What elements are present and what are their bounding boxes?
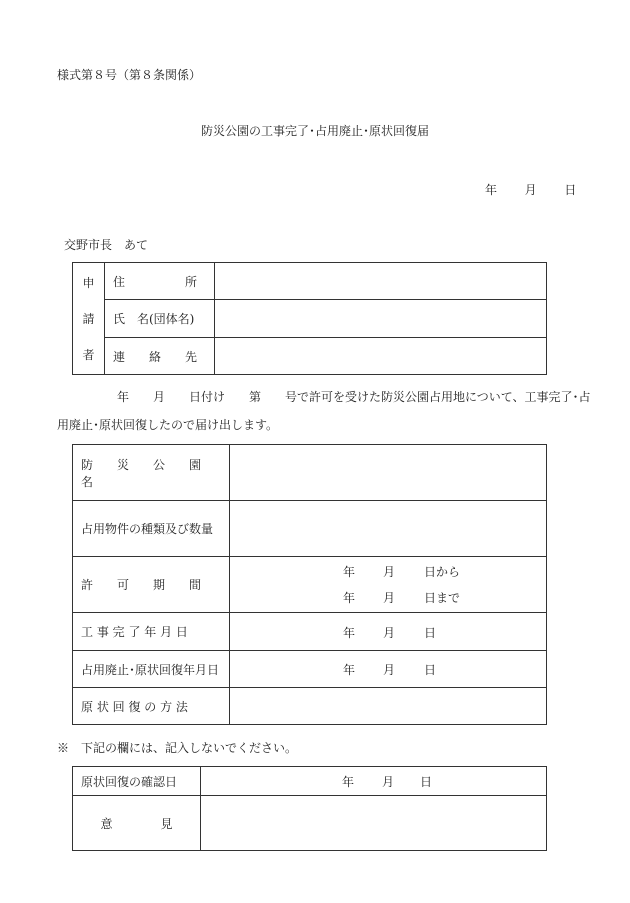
period-from	[230, 563, 546, 581]
confirm-year: 年	[342, 775, 355, 789]
applicant-label-char: 請	[82, 311, 95, 326]
abolition-day: 日	[424, 663, 437, 677]
address-field[interactable]	[215, 263, 547, 300]
confirm-label: 原状回復の確認日	[73, 767, 201, 796]
applicant-label-char: 者	[82, 347, 95, 362]
address-label: 住 所	[105, 263, 215, 300]
completion-year: 年	[343, 625, 356, 640]
park-name-field[interactable]	[230, 445, 547, 501]
date-year: 年	[485, 183, 498, 197]
date-day: 日	[564, 183, 577, 197]
abolition-field[interactable]	[230, 651, 547, 688]
contact-field[interactable]	[215, 338, 547, 375]
document-title: 防災公園の工事完了･占用廃止･原状回復届	[200, 124, 429, 138]
method-label: 原 状 回 復 の 方 法	[73, 688, 230, 725]
period-to	[230, 589, 546, 607]
items-label: 占用物件の種類及び数量	[73, 501, 230, 557]
name-label: 氏 名(団体名)	[105, 300, 215, 338]
abolition-year: 年	[343, 663, 356, 677]
period-from-day: 日から	[424, 564, 461, 579]
statement-line-2: 用廃止･原状回復したので届け出します。	[57, 418, 279, 432]
completion-label: 工 事 完 了 年 月 日	[73, 613, 230, 651]
period-to-year: 年	[343, 590, 356, 605]
confirm-month: 月	[382, 775, 395, 789]
confirm-day: 日	[420, 775, 433, 789]
completion-day: 日	[424, 625, 437, 640]
opinion-field[interactable]	[201, 796, 547, 851]
completion-month: 月	[383, 625, 396, 640]
form-number: 様式第８号（第８条関係）	[57, 68, 202, 82]
name-field[interactable]	[215, 300, 547, 338]
confirm-field[interactable]	[201, 767, 547, 796]
period-field[interactable]	[230, 557, 547, 613]
period-to-month: 月	[383, 590, 396, 605]
period-to-day: 日まで	[424, 590, 461, 605]
statement-line-1: 年 月 日付け 第 号で許可を受けた防災公園占用地について、工事完了･占	[117, 390, 591, 404]
park-name-label: 防 災 公 園 名	[73, 445, 230, 501]
opinion-label: 意 見	[73, 796, 201, 851]
note-text: ※ 下記の欄には、記入しないでください。	[57, 741, 298, 755]
abolition-month: 月	[383, 663, 396, 677]
details-table	[72, 444, 547, 725]
items-field[interactable]	[230, 501, 547, 557]
period-from-year: 年	[343, 564, 356, 579]
date-month: 月	[524, 183, 537, 197]
period-from-month: 月	[383, 564, 396, 579]
completion-field[interactable]	[230, 613, 547, 651]
contact-label: 連 絡 先	[105, 338, 215, 375]
period-label: 許 可 期 間	[73, 557, 230, 613]
submission-date	[485, 181, 576, 198]
office-table	[72, 766, 547, 851]
applicant-label	[73, 263, 105, 375]
method-field[interactable]	[230, 688, 547, 725]
addressee: 交野市長 あて	[64, 238, 149, 252]
applicant-label-char: 申	[82, 275, 95, 290]
abolition-label: 占用廃止･原状回復年月日	[73, 651, 230, 688]
applicant-table	[72, 262, 547, 375]
